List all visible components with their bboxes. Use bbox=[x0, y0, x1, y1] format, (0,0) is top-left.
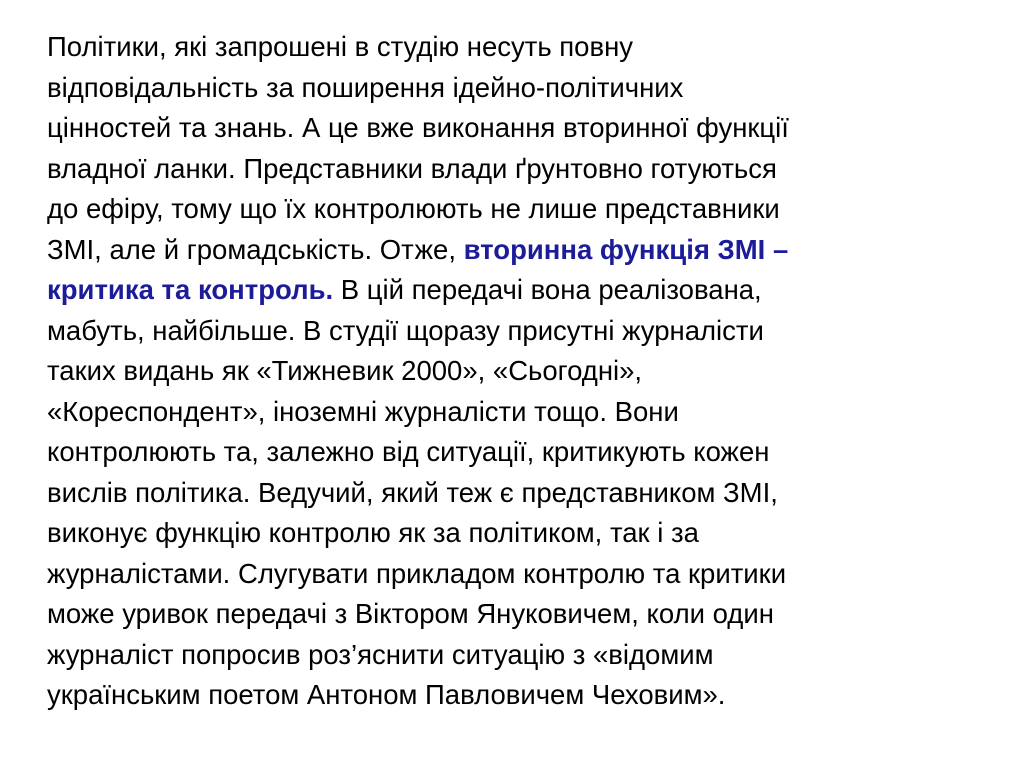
text-line: відповідальність за поширення ідейно-політичних bbox=[47, 71, 684, 103]
text-line: Політики, які запрошені в студію несуть повну bbox=[47, 31, 634, 62]
text-segment: ЗМІ, але й громадськість. Отже, bbox=[47, 233, 464, 265]
text-line: «Кореспондент», іноземні журналісти тощо. Вони bbox=[47, 395, 679, 427]
text-line: цінностей та знань. А це вже виконання вторинної функції bbox=[47, 112, 789, 143]
text-line: журналістами. Слугувати прикладом контролю та критики bbox=[47, 557, 787, 589]
text-line-with-highlight bbox=[47, 230, 987, 271]
text-line: до ефіру, тому що їх контролюють не лише представники bbox=[47, 193, 780, 224]
highlighted-phrase: вторинна функція ЗМІ – bbox=[463, 233, 789, 265]
text-line: мабуть, найбільше. В студії щоразу присутні журналісти bbox=[47, 314, 764, 346]
text-line: українським поетом Антоном Павловичем Чеховим». bbox=[47, 679, 726, 710]
highlighted-phrase: критика та контроль. bbox=[47, 274, 334, 305]
text-line: владної ланки. Представники влади ґрунтовно готуються bbox=[47, 152, 777, 184]
body-paragraph bbox=[47, 27, 987, 716]
text-line: може уривок передачі з Віктором Януковичем, коли один bbox=[47, 598, 774, 629]
text-line: контролюють та, залежно від ситуації, критикують кожен bbox=[47, 436, 770, 467]
text-segment: В цій передачі вона реалізована, bbox=[333, 274, 762, 305]
text-line: вислів політика. Ведучий, який теж є представником ЗМІ, bbox=[47, 476, 778, 508]
text-line: виконує функцію контролю як за політиком, так і за bbox=[47, 517, 699, 548]
text-line-with-highlight bbox=[47, 270, 987, 311]
text-line: журналіст попросив роз’яснити ситуацію з «відомим bbox=[47, 638, 714, 670]
text-line: таких видань як «Тижневик 2000», «Сьогодні», bbox=[47, 355, 643, 386]
